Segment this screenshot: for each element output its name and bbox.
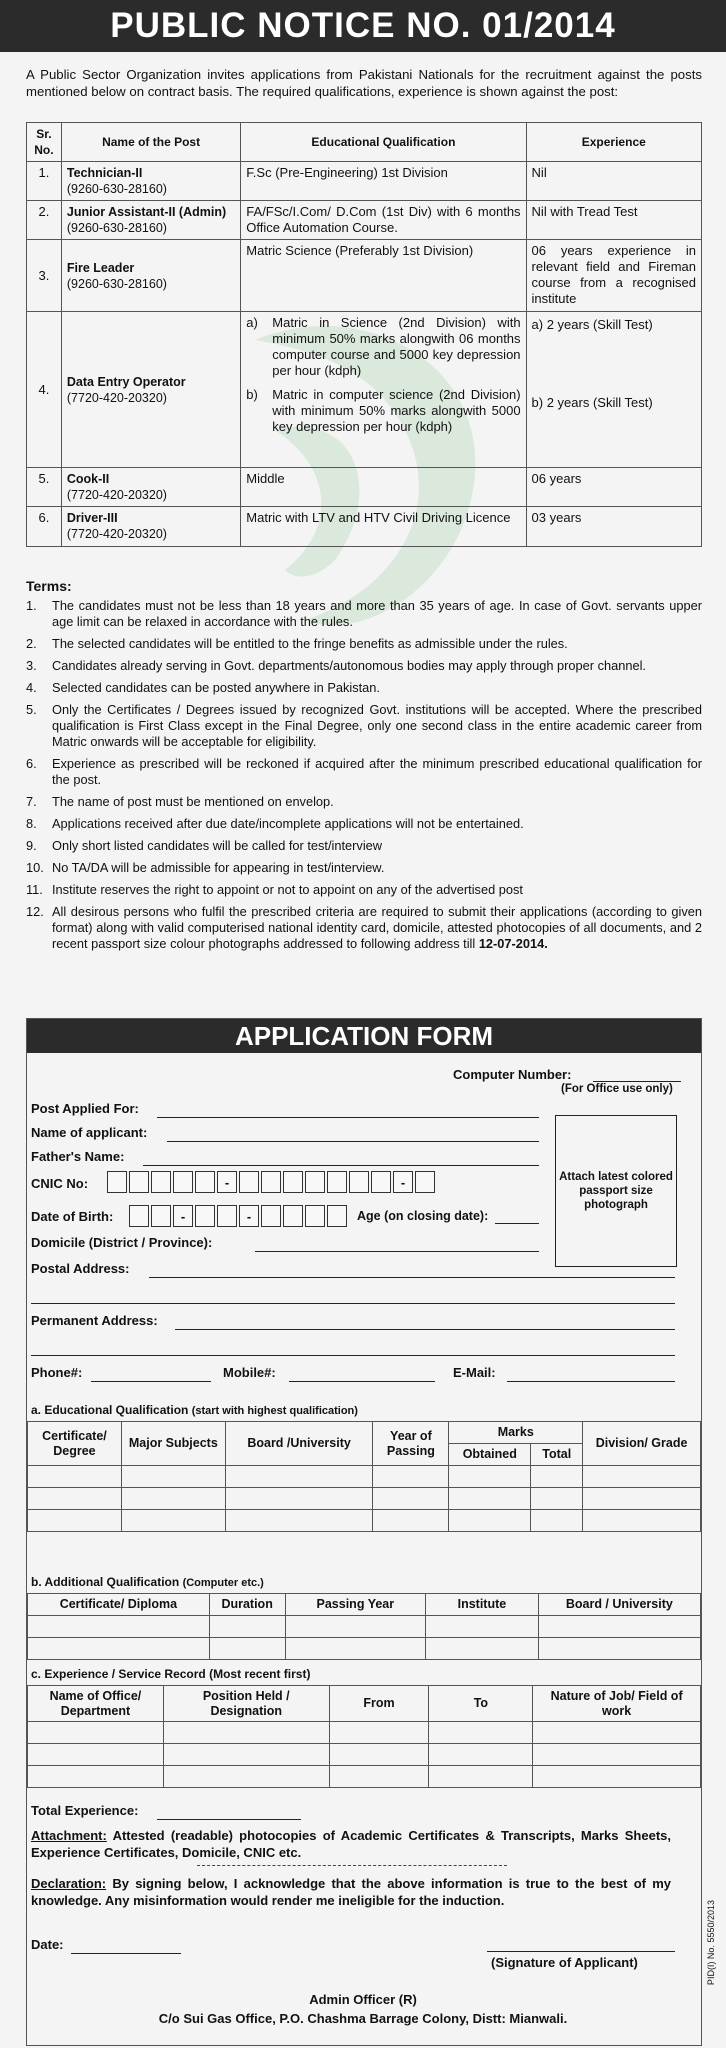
qualification-option-a <box>246 315 520 379</box>
cnic-dash: - <box>393 1171 413 1193</box>
postal-address-label: Postal Address: <box>31 1261 130 1276</box>
footer-location: C/o Sui Gas Office, P.O. Chashma Barrage Colony, Distt: Mianwali. <box>158 2011 568 2026</box>
cnic-digit[interactable] <box>371 1171 391 1193</box>
add-header-certificate: Certificate/ Diploma <box>28 1594 210 1616</box>
phone-label: Phone#: <box>31 1365 83 1380</box>
footer-address <box>0 1990 726 2028</box>
edu-header-board: Board /University <box>225 1422 373 1466</box>
row-post <box>61 312 240 468</box>
dob-digit[interactable] <box>327 1205 347 1227</box>
row-sr: 4. <box>27 312 62 468</box>
term-number: 12. <box>26 904 44 919</box>
term-item <box>26 756 702 788</box>
cnic-digit[interactable] <box>239 1171 259 1193</box>
post-name: Technician-II <box>66 166 143 180</box>
date-field[interactable] <box>71 1953 181 1954</box>
table-row[interactable] <box>28 1616 701 1638</box>
edu-header-obtained: Obtained <box>449 1444 531 1466</box>
additional-title <box>31 1575 264 1589</box>
table-row <box>27 468 702 507</box>
phone-field[interactable] <box>91 1381 211 1382</box>
cnic-digit[interactable] <box>195 1171 215 1193</box>
add-header-duration: Duration <box>209 1594 285 1616</box>
table-row[interactable] <box>28 1766 701 1788</box>
dob-boxes[interactable] <box>129 1205 349 1227</box>
education-title <box>31 1403 358 1417</box>
email-field[interactable] <box>507 1381 675 1382</box>
term-item <box>26 838 702 854</box>
closing-date: 12-07-2014. <box>478 936 548 951</box>
cnic-digit[interactable] <box>173 1171 193 1193</box>
row-sr: 1. <box>27 162 62 201</box>
row-experience: 06 years <box>526 468 701 507</box>
computer-number-field[interactable] <box>593 1081 681 1082</box>
term-number: 9. <box>26 838 37 853</box>
term-number: 5. <box>26 702 37 717</box>
post-applied-label: Post Applied For: <box>31 1101 139 1116</box>
post-name: Junior Assistant-II (Admin) <box>66 205 227 219</box>
table-row <box>27 162 702 201</box>
additional-note: (Computer etc.) <box>182 1577 264 1589</box>
dob-digit[interactable] <box>129 1205 149 1227</box>
edu-header-year: Year of Passing <box>373 1422 449 1466</box>
exp-header-nature: Nature of Job/ Field of work <box>533 1686 701 1722</box>
header-qualification: Educational Qualification <box>241 123 526 162</box>
posts-header-row <box>27 123 702 162</box>
row-post <box>61 240 240 312</box>
experience-table <box>27 1685 701 1788</box>
declaration-text: By signing below, I acknowledge that the above information is true to the best of my knowledge. Any misinformation would render me ineligible for the induction. <box>31 1876 671 1908</box>
term-item <box>26 904 702 952</box>
cnic-digit[interactable] <box>151 1171 171 1193</box>
term-text: Applications received after due date/incomplete applications will not be entertained. <box>52 816 524 831</box>
cnic-digit[interactable] <box>283 1171 303 1193</box>
table-row[interactable] <box>28 1638 701 1660</box>
table-row[interactable] <box>28 1488 701 1510</box>
term-number: 4. <box>26 680 37 695</box>
term-item <box>26 598 702 630</box>
cnic-digit[interactable] <box>261 1171 281 1193</box>
row-qualification: Middle <box>241 468 526 507</box>
term-text: Only the Certificates / Degrees issued by recognized Govt. institutions will be accepted. Where the prescribed qualification is First Class except in the Final Degree, only one second class in the entire academic career from Matric onwards will be acceptable for eligibility. <box>52 702 702 749</box>
table-row[interactable] <box>28 1466 701 1488</box>
domicile-label: Domicile (District / Province): <box>31 1235 213 1250</box>
term-number: 6. <box>26 756 37 771</box>
application-form <box>26 1018 702 2046</box>
applicant-name-label: Name of applicant: <box>31 1125 148 1140</box>
row-sr: 5. <box>27 468 62 507</box>
edu-header-certificate: Certificate/ Degree <box>28 1422 122 1466</box>
age-label: Age (on closing date): <box>357 1209 489 1223</box>
attachment-note <box>31 1827 671 1861</box>
office-use-note: (For Office use only) <box>561 1083 673 1095</box>
term-number: 7. <box>26 794 37 809</box>
mobile-label: Mobile#: <box>223 1365 276 1380</box>
photo-box[interactable]: Attach latest colored passport size photograph <box>555 1115 677 1267</box>
edu-header-division: Division/ Grade <box>583 1422 701 1466</box>
edu-header-marks: Marks <box>449 1422 583 1444</box>
term-item <box>26 860 702 876</box>
post-code: (7720-420-20320) <box>66 527 167 541</box>
postal-address-field[interactable] <box>149 1277 675 1278</box>
date-label: Date: <box>31 1937 64 1952</box>
row-qualification: FA/FSc/I.Com/ D.Com (1st Div) with 6 months Office Automation Course. <box>241 201 526 240</box>
row-qualification <box>241 312 526 468</box>
post-name: Cook-II <box>66 472 110 486</box>
exp-header-position: Position Held / Designation <box>163 1686 329 1722</box>
cnic-dash: - <box>217 1171 237 1193</box>
term-number: 1. <box>26 598 37 613</box>
row-post <box>61 162 240 201</box>
declaration-label: Declaration: <box>31 1876 107 1891</box>
additional-table <box>27 1593 701 1660</box>
terms-heading: Terms: <box>26 578 72 594</box>
edu-header-subjects: Major Subjects <box>121 1422 225 1466</box>
total-experience-field[interactable] <box>157 1819 301 1820</box>
total-experience-label: Total Experience: <box>31 1803 139 1818</box>
post-applied-field[interactable] <box>157 1117 539 1118</box>
term-text: The name of post must be mentioned on envelop. <box>52 794 334 809</box>
dob-dash: - <box>173 1205 193 1227</box>
row-post <box>61 507 240 547</box>
option-b-text: Matric in computer science (2nd Division) with minimum 50% marks alongwith 5000 key depression per hour (kdph) <box>272 387 521 434</box>
experience-title <box>31 1667 310 1681</box>
notice-title: PUBLIC NOTICE NO. 01/2014 <box>0 0 726 52</box>
term-text: The candidates must not be less than 18 years and more than 35 years of age. In case of Govt. servants upper age limit can be relaxed in accordance with the rules. <box>52 598 702 629</box>
cnic-digit[interactable] <box>349 1171 369 1193</box>
exp-header-office: Name of Office/ Department <box>28 1686 164 1722</box>
email-label: E-Mail: <box>453 1365 496 1380</box>
table-row <box>27 201 702 240</box>
option-b-label: b) <box>246 387 258 402</box>
mobile-field[interactable] <box>289 1381 435 1382</box>
option-a-label: a) <box>246 315 258 330</box>
experience-note: (Most recent first) <box>209 1667 311 1681</box>
post-name: Data Entry Operator <box>66 374 186 389</box>
pid-number: PID(I) No. 5550/2013 <box>706 1900 716 1986</box>
dob-dash: - <box>239 1205 259 1227</box>
term-item <box>26 816 702 832</box>
term-item <box>26 702 702 750</box>
term-item <box>26 680 702 696</box>
age-field[interactable] <box>495 1223 539 1224</box>
attachment-text: Attested (readable) photocopies of Academic Certificates & Transcripts, Marks Sheets, Experience Certificates, Domicile, CNIC etc. <box>31 1828 671 1860</box>
edu-header-total: Total <box>531 1444 583 1466</box>
table-row <box>27 312 702 468</box>
row-experience: 06 years experience in relevant field and Fireman course from a recognised institute <box>526 240 701 312</box>
footer-officer: Admin Officer (R) <box>309 1992 417 2007</box>
post-name: Driver-III <box>66 511 118 525</box>
row-sr: 6. <box>27 507 62 547</box>
cnic-boxes[interactable] <box>107 1171 437 1193</box>
attachment-label: Attachment: <box>31 1828 107 1843</box>
add-header-institute: Institute <box>426 1594 539 1616</box>
cnic-label: CNIC No: <box>31 1176 89 1191</box>
terms-section <box>26 578 702 958</box>
applicant-name-field[interactable] <box>167 1141 539 1142</box>
dob-digit[interactable] <box>217 1205 237 1227</box>
cnic-digit[interactable] <box>129 1171 149 1193</box>
row-experience: Nil with Tread Test <box>526 201 701 240</box>
post-code: (9260-630-28160) <box>66 221 167 235</box>
post-code: (9260-630-28160) <box>66 276 167 291</box>
term-text-body: All desirous persons who fulfil the prescribed criteria are required to submit their applications (according to given format) along with valid computerised national identity card, domicile, attested photocopies of all documents, and 2 recent passport size colour photographs addressed to following address till <box>52 904 702 951</box>
experience-header-row <box>28 1686 701 1722</box>
dob-digit[interactable] <box>195 1205 215 1227</box>
term-text: The selected candidates will be entitled to the fringe benefits as admissible under the rules. <box>52 636 568 651</box>
father-name-field[interactable] <box>143 1165 539 1166</box>
experience-title-text: c. Experience / Service Record <box>31 1667 206 1681</box>
row-experience <box>526 312 701 468</box>
computer-number-label: Computer Number: <box>453 1067 572 1082</box>
term-text: Selected candidates can be posted anywhere in Pakistan. <box>52 680 380 695</box>
cnic-digit[interactable] <box>305 1171 325 1193</box>
signature-field[interactable] <box>487 1951 675 1952</box>
term-text: Experience as prescribed will be reckoned if acquired after the minimum prescribed educational qualification for the post. <box>52 756 702 787</box>
term-number: 2. <box>26 636 37 651</box>
permanent-address-label: Permanent Address: <box>31 1313 158 1328</box>
dob-digit[interactable] <box>283 1205 303 1227</box>
post-code: (7720-420-20320) <box>66 390 167 405</box>
row-sr: 2. <box>27 201 62 240</box>
header-experience: Experience <box>526 123 701 162</box>
form-title: APPLICATION FORM <box>27 1019 701 1053</box>
permanent-address-field[interactable] <box>175 1329 675 1330</box>
term-text: No TA/DA will be admissible for appearing in test/interview. <box>52 860 385 875</box>
cnic-digit[interactable] <box>327 1171 347 1193</box>
education-table <box>27 1421 701 1532</box>
term-item <box>26 636 702 652</box>
row-experience: Nil <box>526 162 701 201</box>
term-text <box>52 904 702 952</box>
row-qualification: Matric Science (Preferably 1st Division) <box>241 240 526 312</box>
row-sr: 3. <box>27 240 62 312</box>
dob-digit[interactable] <box>305 1205 325 1227</box>
additional-title-text: b. Additional Qualification <box>31 1575 180 1589</box>
cnic-digit[interactable] <box>107 1171 127 1193</box>
education-header-row <box>28 1422 701 1444</box>
domicile-field[interactable] <box>255 1251 539 1252</box>
post-code: (9260-630-28160) <box>66 182 167 196</box>
term-item <box>26 882 702 898</box>
table-row[interactable] <box>28 1744 701 1766</box>
post-code: (7720-420-20320) <box>66 488 167 502</box>
table-row[interactable] <box>28 1510 701 1532</box>
postal-address-field-2[interactable] <box>31 1303 675 1304</box>
term-number: 10. <box>26 860 44 875</box>
add-header-board: Board / University <box>538 1594 700 1616</box>
term-number: 11. <box>26 882 43 897</box>
term-text: Candidates already serving in Govt. departments/autonomous bodies may apply through proper channel. <box>52 658 646 673</box>
notice-intro: A Public Sector Organization invites applications from Pakistani Nationals for the recruitment against the posts mentioned below on contract basis. The required qualifications, experience is shown against the post: <box>26 67 702 99</box>
posts-table <box>26 122 702 547</box>
header-sr-no: Sr. No. <box>27 123 62 162</box>
cnic-digit[interactable] <box>415 1171 435 1193</box>
row-experience: 03 years <box>526 507 701 547</box>
option-a-text: Matric in Science (2nd Division) with minimum 50% marks alongwith 06 months computer course and 5000 key depression per hour (kdph) <box>272 315 521 378</box>
divider <box>197 1865 507 1866</box>
dob-digit[interactable] <box>261 1205 281 1227</box>
dob-label: Date of Birth: <box>31 1209 114 1224</box>
permanent-address-field-2[interactable] <box>31 1355 675 1356</box>
table-row[interactable] <box>28 1722 701 1744</box>
dob-digit[interactable] <box>151 1205 171 1227</box>
row-post <box>61 468 240 507</box>
row-qualification: Matric with LTV and HTV Civil Driving Licence <box>241 507 526 547</box>
term-number: 8. <box>26 816 37 831</box>
qualification-option-b <box>246 387 520 435</box>
add-header-passing-year: Passing Year <box>285 1594 426 1616</box>
exp-header-from: From <box>329 1686 429 1722</box>
father-name-label: Father's Name: <box>31 1149 125 1164</box>
additional-header-row <box>28 1594 701 1616</box>
experience-b: b) 2 years (Skill Test) <box>531 395 653 410</box>
term-text: Institute reserves the right to appoint or not to appoint on any of the advertised post <box>52 882 523 897</box>
term-number: 3. <box>26 658 37 673</box>
education-title-text: a. Educational Qualification <box>31 1403 189 1417</box>
education-note: (start with highest qualification) <box>191 1405 358 1417</box>
experience-a: a) 2 years (Skill Test) <box>531 317 653 332</box>
exp-header-to: To <box>429 1686 533 1722</box>
post-name: Fire Leader <box>66 260 135 275</box>
row-post <box>61 201 240 240</box>
term-item <box>26 658 702 674</box>
table-row <box>27 507 702 547</box>
header-post-name: Name of the Post <box>61 123 240 162</box>
table-row <box>27 240 702 312</box>
declaration-note <box>31 1875 671 1909</box>
row-qualification: F.Sc (Pre-Engineering) 1st Division <box>241 162 526 201</box>
signature-label: (Signature of Applicant) <box>491 1955 638 1970</box>
term-item <box>26 794 702 810</box>
term-text: Only short listed candidates will be called for test/interview <box>52 838 383 853</box>
